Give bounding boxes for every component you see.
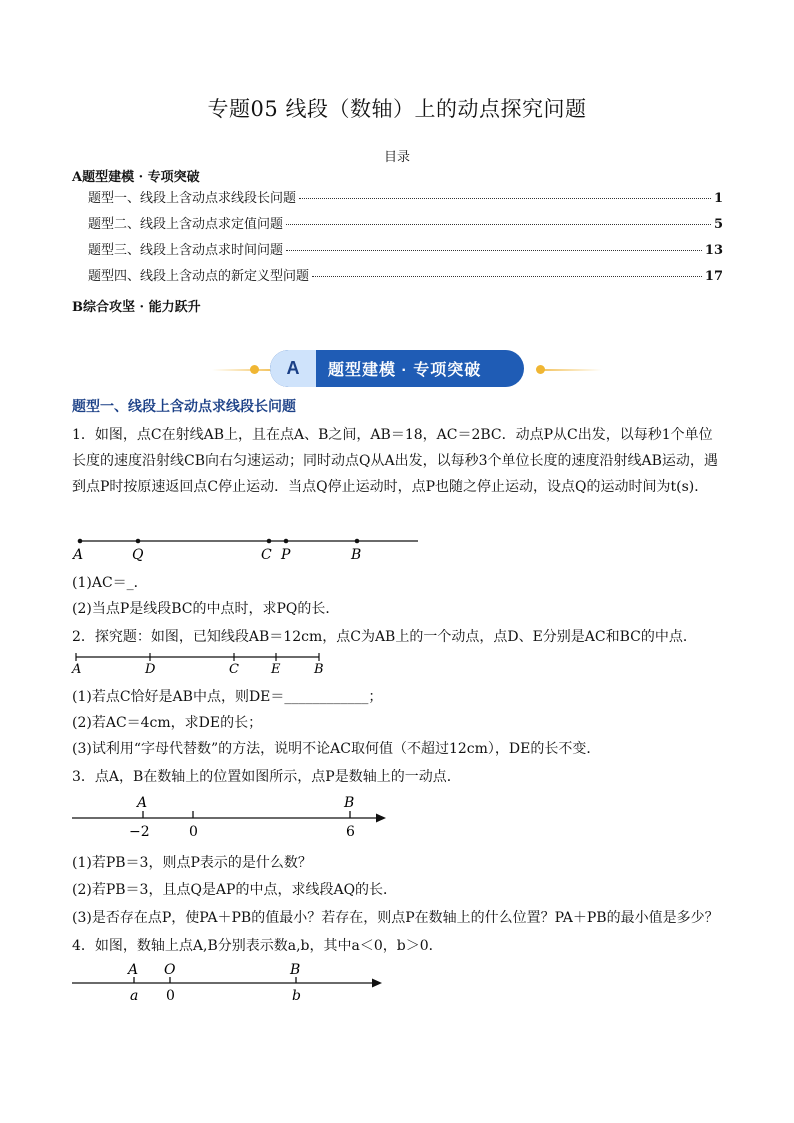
toc-leader: [286, 250, 702, 251]
q3-sub-1: (1)若PB＝3，则点P表示的是什么数？: [72, 855, 312, 871]
toc-section-a[interactable]: A题型建模 · 专项突破: [72, 170, 200, 185]
banner-dot-right: [536, 365, 545, 374]
toc-item-page: 17: [704, 269, 723, 284]
toc-item-page: 1: [713, 191, 723, 206]
q1-label-a: A: [73, 547, 84, 563]
q3-sub-3: (3)是否存在点P，使PA＋PB的值最小？若存在，则点P在数轴上的什么位置？PA＋PB的最小值是多少？: [72, 910, 719, 926]
q4-tick-label-0: 0: [166, 988, 175, 1004]
toc-heading: 目录: [383, 150, 410, 165]
q4-label-a: A: [128, 962, 139, 978]
toc-item-label: 题型二、线段上含动点求定值问题: [88, 217, 284, 232]
toc-item[interactable]: [88, 187, 723, 206]
q1-sub-2: (2)当点P是线段BC的中点时，求PQ的长．: [72, 601, 340, 617]
q2-label-c: C: [229, 662, 239, 677]
q3-number-line-figure: [70, 792, 400, 842]
q1-label-c: C: [261, 547, 272, 563]
q2-segment-figure: [70, 651, 340, 677]
q2-sub-3: (3)试利用“字母代替数”的方法，说明不论AC取何值（不超过12cm），DE的长不变．: [72, 741, 601, 757]
question-4-text: 4．如图，数轴上点A,B分别表示数a,b，其中a＜0，b＞0．: [72, 938, 443, 954]
q4-label-o: O: [164, 962, 176, 978]
q3-tick-label-0: 0: [189, 824, 198, 840]
banner-divider-right: [540, 369, 602, 371]
q4-axis-arrow: [372, 979, 382, 988]
banner-badge: A: [270, 350, 316, 387]
q3-label-b: B: [344, 795, 355, 811]
q1-label-b: B: [351, 547, 362, 563]
toc-item[interactable]: [88, 265, 723, 284]
q1-point-q: [136, 539, 141, 544]
toc-item-page: 13: [704, 243, 723, 258]
toc-item[interactable]: [88, 239, 723, 258]
toc-item-label: 题型四、线段上含动点的新定义型问题: [88, 269, 310, 284]
q1-point-b: [355, 539, 360, 544]
q2-sub-2: (2)若AC＝4cm，求DE的长；: [72, 715, 263, 731]
q3-label-a: A: [137, 795, 148, 811]
q3-tick-label-6: 6: [346, 824, 355, 840]
q3-tick-label-neg2: −2: [129, 824, 150, 840]
q4-tick-label-a: a: [130, 988, 139, 1004]
q2-label-e: E: [271, 662, 281, 677]
toc-item[interactable]: [88, 213, 723, 232]
q1-sub-1: (1)AC＝_．: [72, 575, 148, 591]
q1-point-c: [267, 539, 272, 544]
q2-label-b: B: [314, 662, 324, 677]
question-1-text: 1．如图，点C在射线AB上，且在点A、B之间，AB＝18，AC＝2BC．动点P从C出发，以每秒1个单位长度的速度沿射线CB向右匀速运动；同时动点Q从A出发，以每秒3个单位长度的速度沿射线AB运动，遇到点P时按原速返回点C停止运动．当点Q停止运动时，点P也随之停止运动，设点Q的运动时间为t(s)．: [72, 427, 718, 495]
q4-label-b: B: [290, 962, 301, 978]
q3-sub-2: (2)若PB＝3，且点Q是AP的中点，求线段AQ的长．: [72, 882, 398, 898]
q4-tick-label-b: b: [292, 988, 301, 1004]
q1-label-p: P: [281, 547, 291, 563]
q2-sub-1: (1)若点C恰好是AB中点，则DE＝____________；: [72, 689, 383, 705]
banner-text: 题型建模 · 专项突破: [328, 362, 482, 379]
toc-leader: [286, 224, 711, 225]
toc-leader: [312, 276, 702, 277]
banner-divider-left: [212, 369, 274, 371]
toc-section-b[interactable]: B综合攻坚 · 能力跃升: [72, 300, 201, 315]
question-2-text: 2．探究题：如图，已知线段AB＝12cm，点C为AB上的一个动点，点D、E分别是AC和BC的中点．: [72, 629, 697, 645]
q2-label-a: A: [72, 662, 82, 677]
banner-dot-left: [250, 365, 259, 374]
q3-axis-arrow: [376, 814, 386, 823]
question-3-text: 3．点A，B在数轴上的位置如图所示，点P是数轴上的一动点．: [72, 769, 461, 785]
toc-item-label: 题型三、线段上含动点求时间问题: [88, 243, 284, 258]
q4-number-line-figure: [70, 960, 400, 1006]
q2-label-d: D: [145, 662, 156, 677]
toc-item-label: 题型一、线段上含动点求线段长问题: [88, 191, 297, 206]
toc-item-page: 5: [713, 217, 723, 232]
q1-label-q: Q: [132, 547, 144, 563]
q1-point-a: [78, 539, 83, 544]
q1-segment-figure: [70, 532, 430, 566]
section-banner: [270, 350, 524, 387]
q1-point-p: [284, 539, 289, 544]
section-heading: 题型一、线段上含动点求线段长问题: [72, 399, 296, 415]
page-title: 专题05 线段（数轴）上的动点探究问题: [207, 97, 587, 121]
toc-leader: [299, 198, 711, 199]
